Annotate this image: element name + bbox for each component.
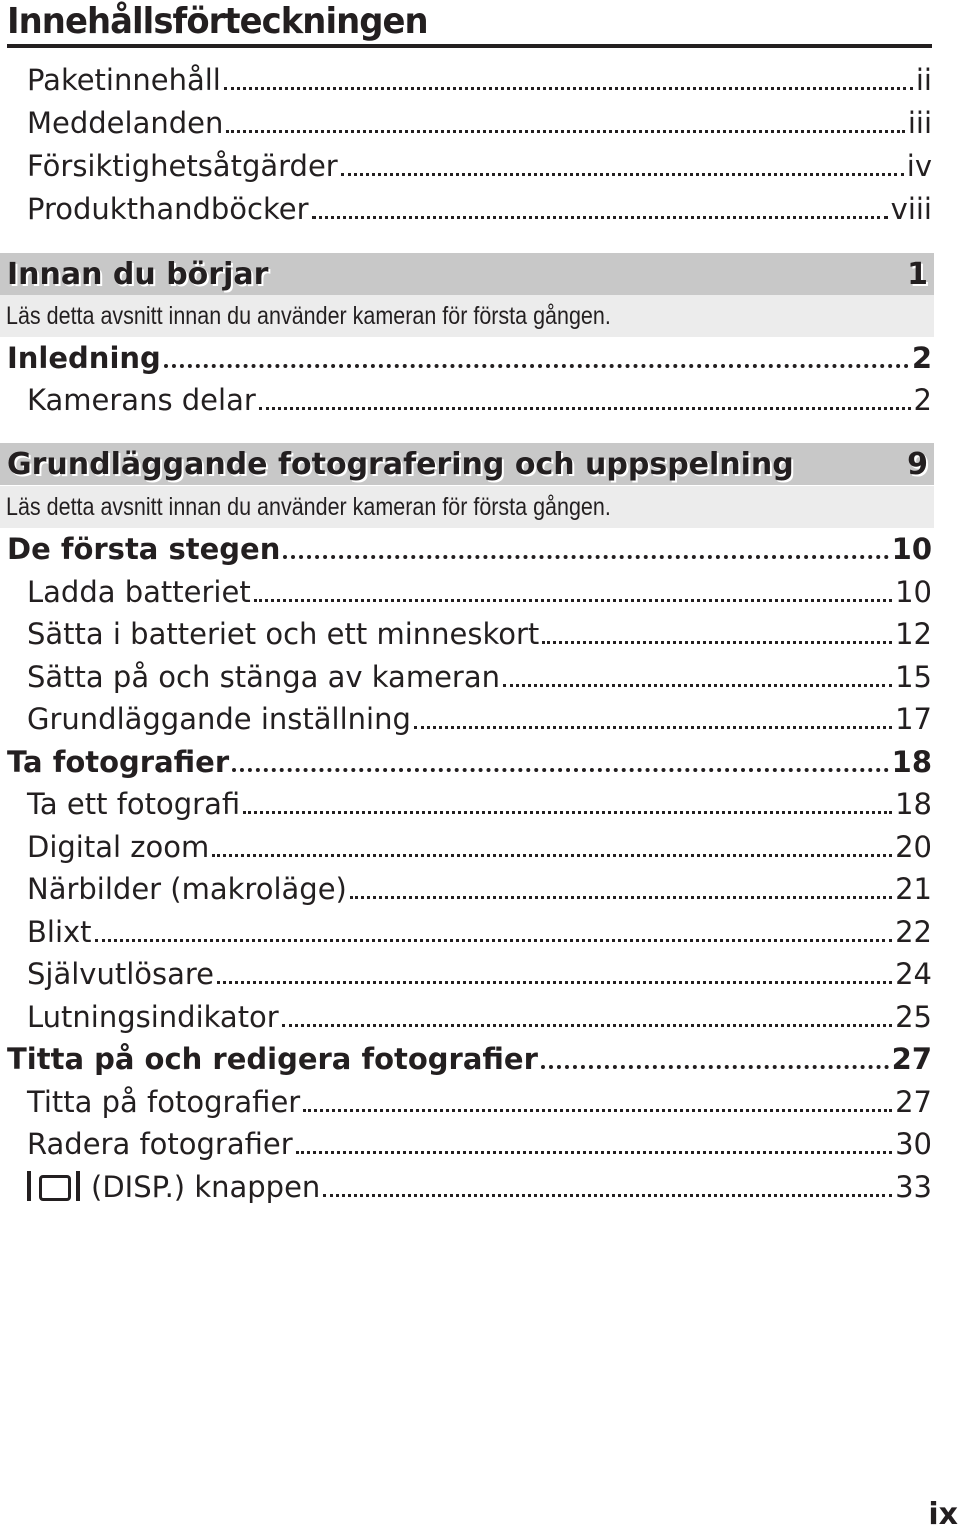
toc-entry-digital-zoom[interactable] <box>0 824 932 866</box>
dot-leader <box>224 87 913 90</box>
dot-leader <box>217 981 892 984</box>
toc-entry-page: iii <box>907 106 932 140</box>
chapter-page: 1 <box>907 256 928 292</box>
toc-entry-label: Blixt <box>27 915 92 949</box>
toc-section-page: 27 <box>891 1042 932 1076</box>
toc-entry-label-wrap <box>0 1168 320 1206</box>
toc-entry-produkthandbocker[interactable] <box>0 186 932 228</box>
dot-leader <box>541 1065 889 1069</box>
toc-entry-disp-knappen[interactable] <box>0 1164 932 1206</box>
dot-leader <box>226 130 904 133</box>
toc-entry-label: Ta ett fotografi <box>27 787 241 821</box>
toc-entry-label: Digital zoom <box>27 830 210 864</box>
toc-entry-page: 21 <box>895 872 932 906</box>
dot-leader <box>243 811 892 814</box>
disp-button-icon <box>27 1171 81 1201</box>
toc-entry-ta-ett-fotografi[interactable] <box>0 781 932 823</box>
toc-entry-page: 10 <box>895 575 932 609</box>
dot-leader <box>95 939 893 942</box>
toc-section-page: 10 <box>891 532 932 566</box>
dot-leader <box>164 364 909 368</box>
toc-entry-page: 17 <box>895 702 932 736</box>
dot-leader <box>212 854 892 857</box>
toc-entry-page: 27 <box>895 1085 932 1119</box>
dot-leader <box>283 555 888 559</box>
toc-entry-label: Närbilder (makroläge) <box>27 872 347 906</box>
toc-entry-page: 22 <box>895 915 932 949</box>
toc-entry-radera-fotografier[interactable] <box>0 1121 932 1163</box>
toc-entry-label: (DISP.) knappen <box>91 1170 321 1204</box>
toc-section-label: Inledning <box>7 341 161 375</box>
toc-entry-forsiktighetsatgarder[interactable] <box>0 143 932 185</box>
dot-leader <box>341 173 904 176</box>
toc-section-label: De första stegen <box>7 532 281 566</box>
toc-section-label: Titta på och redigera fotografier <box>7 1042 538 1076</box>
toc-entry-paketinnehall[interactable] <box>0 57 932 99</box>
toc-entry-label: Meddelanden <box>27 106 224 140</box>
toc-entry-label: Grundläggande inställning <box>27 702 411 736</box>
toc-entry-grundlaggande-installning[interactable] <box>0 696 932 738</box>
toc-entry-label: Sätta på och stänga av kameran <box>27 660 500 694</box>
toc-entry-blixt[interactable] <box>0 909 932 951</box>
toc-entry-meddelanden[interactable] <box>0 100 932 142</box>
toc-entry-label: Lutningsindikator <box>27 1000 279 1034</box>
dot-leader <box>414 726 892 729</box>
toc-entry-page: 24 <box>895 957 932 991</box>
page-number: ix <box>928 1497 958 1532</box>
toc-entry-sjalvutlosare[interactable] <box>0 951 932 993</box>
chapter-heading-grundlaggande-fotografering[interactable] <box>0 443 934 485</box>
toc-entry-page: 30 <box>895 1127 932 1161</box>
toc-entry-satta-pa-kameran[interactable] <box>0 654 932 696</box>
dot-leader <box>323 1194 892 1197</box>
dot-leader <box>282 1024 892 1027</box>
dot-leader <box>350 896 892 899</box>
toc-entry-page: 12 <box>895 617 932 651</box>
toc-entry-page: 15 <box>895 660 932 694</box>
toc-entry-page: 20 <box>895 830 932 864</box>
toc-entry-label: Radera fotografier <box>27 1127 293 1161</box>
dot-leader <box>542 641 892 644</box>
toc-entry-page: ii <box>915 63 932 97</box>
toc-entry-label: Titta på fotografier <box>27 1085 301 1119</box>
dot-leader <box>312 216 888 219</box>
toc-entry-label: Paketinnehåll <box>27 63 221 97</box>
toc-entry-page: 33 <box>895 1170 932 1204</box>
dot-leader <box>259 407 911 410</box>
toc-entry-lutningsindikator[interactable] <box>0 994 932 1036</box>
toc-entry-label: Produkthandböcker <box>27 192 309 226</box>
toc-entry-page: 25 <box>895 1000 932 1034</box>
dot-leader <box>303 1109 892 1112</box>
toc-section-page: 18 <box>891 745 932 779</box>
toc-section-de-forsta-stegen[interactable] <box>0 526 932 568</box>
toc-entry-ladda-batteriet[interactable] <box>0 569 932 611</box>
toc-entry-titta-pa-fotografier[interactable] <box>0 1079 932 1121</box>
chapter-title: Grundläggande fotografering och uppspelning <box>7 446 794 482</box>
toc-entry-label: Försiktighetsåtgärder <box>27 149 338 183</box>
chapter-description: Läs detta avsnitt innan du använder kameran för första gången. <box>0 486 934 528</box>
chapter-description: Läs detta avsnitt innan du använder kameran för första gången. <box>0 295 934 337</box>
toc-entry-kamerans-delar[interactable] <box>0 377 932 419</box>
toc-entry-narbilder[interactable] <box>0 866 932 908</box>
toc-entry-page: iv <box>906 149 932 183</box>
toc-entry-label: Kamerans delar <box>27 383 256 417</box>
toc-entry-satta-i-batteriet[interactable] <box>0 611 932 653</box>
chapter-heading-innan-du-borjar[interactable] <box>0 253 934 295</box>
dot-leader <box>254 599 892 602</box>
chapter-title: Innan du börjar <box>7 256 269 292</box>
toc-entry-label: Självutlösare <box>27 957 215 991</box>
dot-leader <box>503 684 892 687</box>
toc-entry-page: 2 <box>913 383 932 417</box>
dot-leader <box>232 768 889 772</box>
toc-entry-page: 18 <box>895 787 932 821</box>
toc-section-titta-pa-och-redigera[interactable] <box>0 1036 932 1078</box>
toc-entry-page: viii <box>890 192 932 226</box>
toc-entry-label: Ladda batteriet <box>27 575 251 609</box>
page-title: Innehållsförteckningen <box>7 0 932 48</box>
toc-section-inledning[interactable] <box>0 335 932 377</box>
toc-section-ta-fotografier[interactable] <box>0 739 932 781</box>
toc-section-label: Ta fotografier <box>7 745 230 779</box>
chapter-page: 9 <box>907 446 928 482</box>
toc-entry-label: Sätta i batteriet och ett minneskort <box>27 617 540 651</box>
dot-leader <box>296 1151 892 1154</box>
toc-section-page: 2 <box>911 341 932 375</box>
